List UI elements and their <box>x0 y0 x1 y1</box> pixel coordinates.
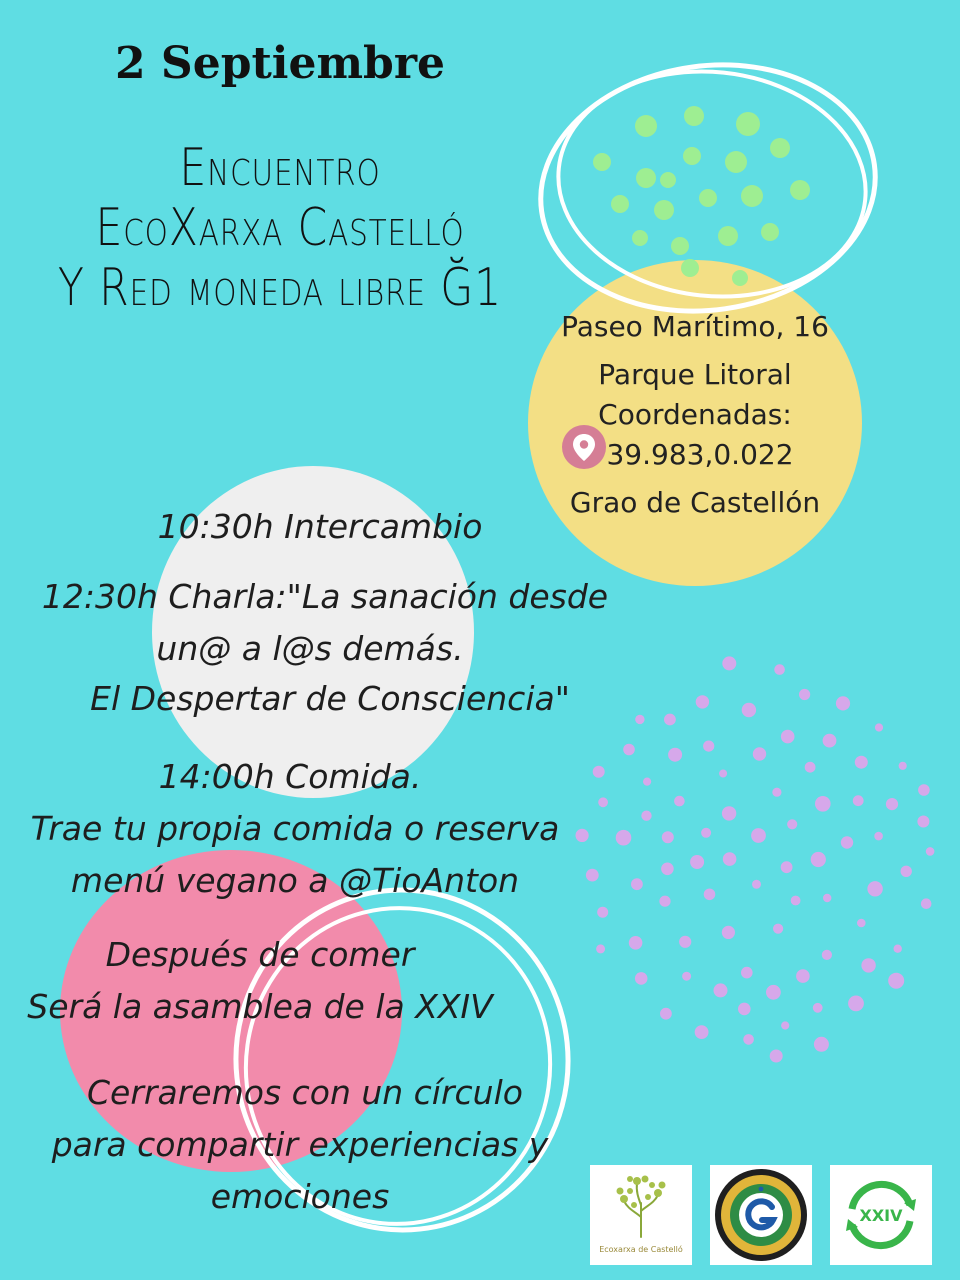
purple-dot <box>679 936 691 948</box>
purple-dot <box>766 985 781 1000</box>
green-dot <box>741 185 763 207</box>
location-park: Parque Litoral <box>598 358 792 391</box>
purple-dot <box>781 1021 789 1029</box>
purple-dot <box>662 831 674 843</box>
white-ring-top <box>525 44 892 332</box>
purple-dot <box>661 863 674 876</box>
purple-dot <box>576 829 589 842</box>
purple-dot <box>743 1034 754 1045</box>
purple-dot <box>752 880 761 889</box>
purple-dot <box>848 996 864 1012</box>
purple-dot <box>770 1050 783 1063</box>
schedule-asamblea-line-1: Después de comer <box>105 935 415 974</box>
green-dots <box>593 106 810 286</box>
purple-dot <box>823 734 837 748</box>
green-dot <box>684 106 704 126</box>
green-dot <box>681 259 699 277</box>
schedule-cierre-line-1: Cerraremos con un círculo <box>87 1073 523 1112</box>
purple-dot <box>659 896 670 907</box>
purple-dot <box>899 762 907 770</box>
purple-dot <box>722 926 735 939</box>
schedule-charla-line-2: un@ a l@s demás. <box>156 629 464 668</box>
purple-dot <box>690 855 704 869</box>
tree-icon <box>590 1165 692 1245</box>
purple-dot <box>623 744 635 756</box>
purple-dot <box>722 806 736 820</box>
title-line: Encuentro <box>179 138 381 198</box>
green-dot <box>671 237 689 255</box>
green-dot <box>732 270 748 286</box>
green-dot <box>593 153 611 171</box>
purple-dot <box>836 696 850 710</box>
purple-dot <box>704 889 716 901</box>
purple-dot <box>722 656 736 670</box>
location-coords: 39.983,0.022 <box>606 438 794 471</box>
schedule-charla-line-1: 12:30h Charla:"La sanación desde <box>41 577 609 616</box>
green-dot <box>611 195 629 213</box>
purple-dot <box>787 819 797 829</box>
purple-dot <box>774 664 785 675</box>
purple-dot <box>901 866 912 877</box>
green-dot <box>660 172 676 188</box>
xxiv-text: XXIV <box>859 1206 903 1225</box>
purple-dot <box>742 703 756 717</box>
event-date: 2 Septiembre <box>115 38 445 89</box>
purple-dot <box>741 967 753 979</box>
purple-dot <box>921 898 932 909</box>
schedule-asamblea-line-2: Será la asamblea de la XXIV <box>27 987 493 1026</box>
green-dot <box>699 189 717 207</box>
purple-dot <box>723 852 737 866</box>
schedule-comida-line-2: Trae tu propia comida o reserva <box>30 809 560 848</box>
schedule-comida-line-3: menú vegano a @TioAnton <box>70 861 520 900</box>
green-dot <box>632 230 648 246</box>
purple-dot <box>857 919 866 928</box>
xxiv-logo <box>830 1165 932 1265</box>
ecoxarxa-caption: Ecoxarxa de Castelló <box>599 1245 683 1254</box>
purple-dot <box>926 847 935 856</box>
purple-dot <box>822 950 832 960</box>
purple-dot <box>643 778 651 786</box>
purple-dot <box>811 852 826 867</box>
event-title <box>50 138 509 318</box>
green-dot <box>654 200 674 220</box>
location-city: Grao de Castellón <box>569 486 821 519</box>
title-line: EcoXarxa Castelló <box>95 198 465 258</box>
purple-dot <box>635 972 648 985</box>
green-dot <box>761 223 779 241</box>
purple-dot <box>781 861 793 873</box>
purple-dot <box>593 766 605 778</box>
purple-dot <box>861 958 875 972</box>
purple-dot <box>815 796 831 812</box>
green-dot <box>736 112 760 136</box>
purple-dot <box>886 798 898 810</box>
purple-dot <box>772 788 781 797</box>
purple-dot <box>917 816 929 828</box>
purple-dot <box>874 832 883 841</box>
purple-dot <box>918 784 930 796</box>
purple-dot <box>841 836 853 848</box>
purple-dot <box>781 730 795 744</box>
purple-dot <box>867 881 882 896</box>
g1-coin-icon <box>710 1165 812 1265</box>
purple-dot <box>631 878 643 890</box>
schedule-comida-line-1: 14:00h Comida. <box>158 757 422 796</box>
schedule-charla-line-3: El Despertar de Consciencia" <box>90 679 570 718</box>
g1-castellon-logo <box>710 1165 812 1265</box>
purple-dot <box>586 869 599 882</box>
purple-dot <box>888 973 904 989</box>
green-dot <box>770 138 790 158</box>
purple-dot <box>616 830 632 846</box>
title-line: Y Red moneda libre Ğ1 <box>57 258 503 318</box>
purple-dot <box>660 1008 672 1020</box>
schedule-cierre-line-3: emociones <box>210 1177 390 1216</box>
purple-dot <box>855 756 868 769</box>
purple-dot <box>714 983 728 997</box>
purple-dot <box>701 828 711 838</box>
green-dot <box>790 180 810 200</box>
purple-dot <box>813 1003 823 1013</box>
purple-dot <box>814 1037 829 1052</box>
purple-dot <box>805 762 816 773</box>
purple-dot <box>695 1025 709 1039</box>
recycle-arrows-icon <box>830 1165 932 1265</box>
purple-dot <box>629 936 643 950</box>
purple-dot <box>597 907 608 918</box>
green-dot <box>683 147 701 165</box>
purple-dot <box>719 770 727 778</box>
purple-dot <box>738 1003 751 1016</box>
purple-dot <box>796 969 810 983</box>
purple-dot <box>696 695 709 708</box>
location-street: Paseo Marítimo, 16 <box>561 310 829 343</box>
green-dot <box>635 115 657 137</box>
schedule-intercambio: 10:30h Intercambio <box>157 507 483 546</box>
purple-dots <box>576 656 935 1062</box>
location-coords-label: Coordenadas: <box>598 398 792 431</box>
ecoxarxa-logo <box>590 1165 692 1265</box>
schedule-cierre-line-2: para compartir experiencias y <box>51 1125 549 1164</box>
purple-dot <box>791 896 801 906</box>
purple-dot <box>751 828 766 843</box>
purple-dot <box>674 796 685 807</box>
purple-dot <box>753 747 766 760</box>
purple-dot <box>773 924 783 934</box>
purple-dot <box>799 689 810 700</box>
purple-dot <box>703 741 714 752</box>
green-dot <box>725 151 747 173</box>
purple-dot <box>664 714 676 726</box>
purple-dot <box>598 797 608 807</box>
purple-dot <box>641 811 651 821</box>
green-dot <box>718 226 738 246</box>
purple-dot <box>596 944 605 953</box>
purple-dot <box>823 894 831 902</box>
purple-dot <box>682 972 691 981</box>
purple-dot <box>875 723 883 731</box>
purple-dot <box>894 945 902 953</box>
green-dot <box>636 168 656 188</box>
purple-dot <box>853 795 864 806</box>
purple-dot <box>635 715 644 724</box>
purple-dot <box>668 748 682 762</box>
